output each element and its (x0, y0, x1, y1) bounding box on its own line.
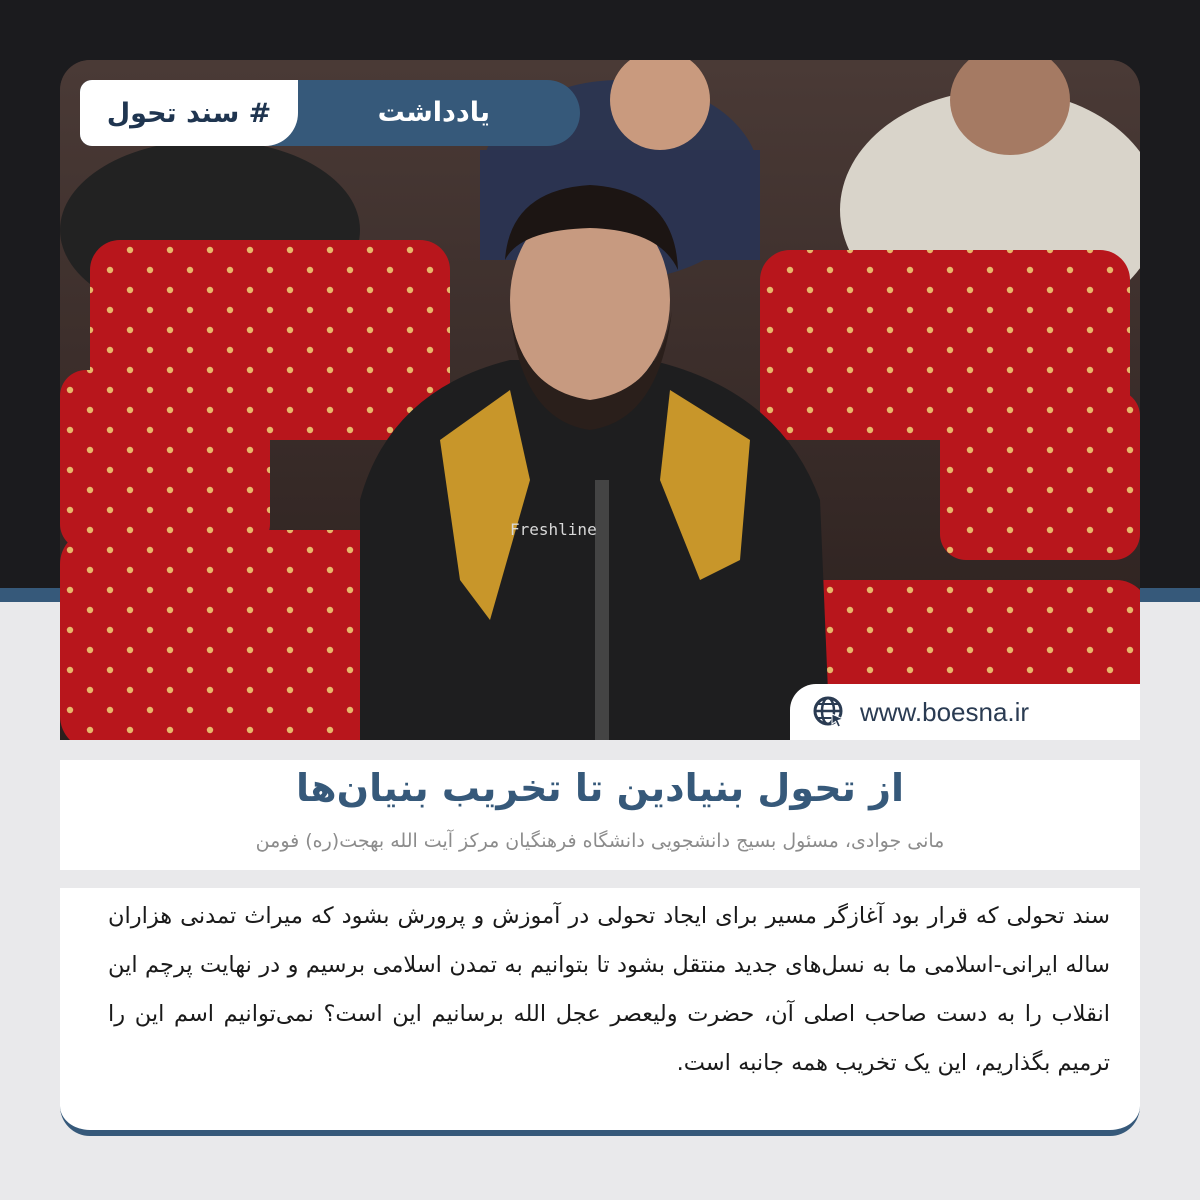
body-card (60, 888, 1140, 1136)
hashtag-label: # سند تحول (80, 80, 298, 146)
site-badge[interactable] (790, 684, 1140, 740)
hero-photo (60, 60, 1140, 740)
author-line: مانی جوادی، مسئول بسیج دانشجویی دانشگاه فرهنگیان مرکز آیت الله بهجت(ره) فومن (255, 830, 945, 852)
article-body: سند تحولی که قرار بود آغازگر مسیر برای ایجاد تحولی در آموزش و پرورش بشود که میراث تمدنی هزاران ساله ایرانی-اسلامی ما به نسل‌های جدید منتقل بشود تا بتوانیم به تمدن اسلامی برسیم و در نهایت پرچم این انقلاب را به دست صاحب اصلی آن، حضرت ولیعصر عجل الله برسانیم این است؟ نمی‌توانیم اسم این را ترمیم بگذاریم، این یک تخریب همه جانبه است. (108, 903, 1110, 1076)
globe-cursor-icon (812, 695, 846, 729)
article-title: از تحول بنیادین تا تخریب بنیان‌ها (296, 766, 904, 810)
jacket-text: Freshline (510, 520, 597, 539)
site-url[interactable]: www.boesna.ir (860, 696, 1030, 727)
category-tag (80, 80, 580, 146)
title-card (60, 760, 1140, 870)
category-label: یادداشت (377, 97, 490, 128)
